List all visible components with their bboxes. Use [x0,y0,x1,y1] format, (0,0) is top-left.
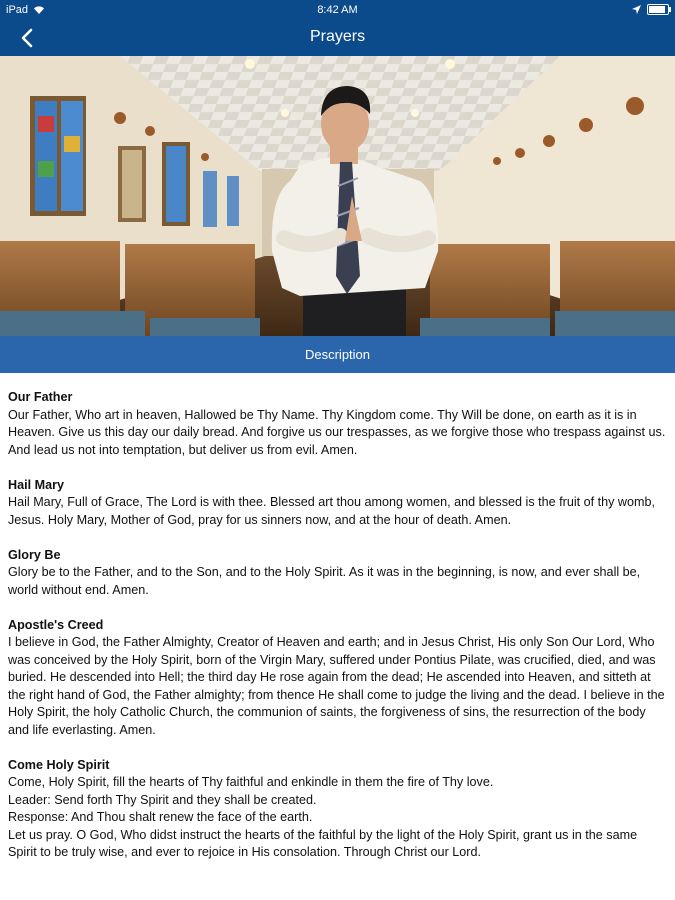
status-time: 8:42 AM [317,4,358,16]
prayer-our-father [8,389,668,459]
battery-icon [647,4,669,15]
description-tab[interactable]: Description [0,336,675,373]
navigation-bar [0,20,675,56]
prayer-text: Response: And Thou shalt renew the face of the earth. [8,810,313,824]
chapel-photo [0,56,675,336]
prayer-title: Hail Mary [8,477,64,492]
device-name: iPad [6,4,29,16]
prayer-hail-mary [8,477,668,530]
prayer-text: Leader: Send forth Thy Spirit and they shall be created. [8,792,317,807]
prayer-text: I believe in God, the Father Almighty, Creator of Heaven and earth; and in Jesus Christ, His only Son Our Lord, Who was conceived by the Holy Spirit, born of the Virgin Mary, suffered under Pontius Pilate, was crucified, died, and was buried. He descended into Hell; the third day He rose again from the dead; He ascended into Heaven, and sitteth at the right hand of God, the Father almighty; from thence He shall come to judge the living and the dead. I believe in the Holy Spirit, the holy Catholic Church, the communion of saints, the forgiveness of sins, the resurrection of the body and life everlasting. Amen. [8,635,665,737]
prayer-title: Our Father [8,390,73,404]
prayer-text: Hail Mary, Full of Grace, The Lord is with thee. Blessed art thou among women, and blessed is the fruit of thy womb, Jesus. Holy Mary, Mother of God, pray for us sinners now, and at the hour of death. Amen. [8,495,656,527]
location-arrow-icon [632,5,641,14]
hero-image [0,56,675,336]
status-bar [0,0,675,20]
prayer-title: Glory Be [8,547,61,562]
prayer-come-holy-spirit [8,757,668,862]
prayer-title: Come Holy Spirit [8,757,110,772]
prayer-text: Let us pray. O God, Who didst instruct the hearts of the faithful by the light of the Holy Spirit, grant us in the same Spirit to be truly wise, and ever to rejoice in His consolation. Through Christ our Lord. [8,827,638,859]
prayer-text: Glory be to the Father, and to the Son, and to the Holy Spirit. As it was in the beginning, is now, and ever shall be, world without end. Amen. [8,565,641,597]
page-title: Prayers [309,28,366,45]
status-right [632,4,669,15]
prayer-text: Our Father, Who art in heaven, Hallowed be Thy Name. Thy Kingdom come. Thy Will be done, on earth as it is in Heaven. Give us this day our daily bread. And forgive us our trespasses, as we forgive those who trespass against us. And lead us not into temptation, but deliver us from evil. Amen. [8,407,666,457]
prayer-text: Come, Holy Spirit, fill the hearts of Thy faithful and enkindle in them the fire of Thy love. [8,775,494,789]
prayer-glory-be [8,547,668,600]
prayer-apostles-creed [8,617,668,740]
prayer-title: Apostle's Creed [8,617,104,632]
prayers-content [8,389,668,879]
